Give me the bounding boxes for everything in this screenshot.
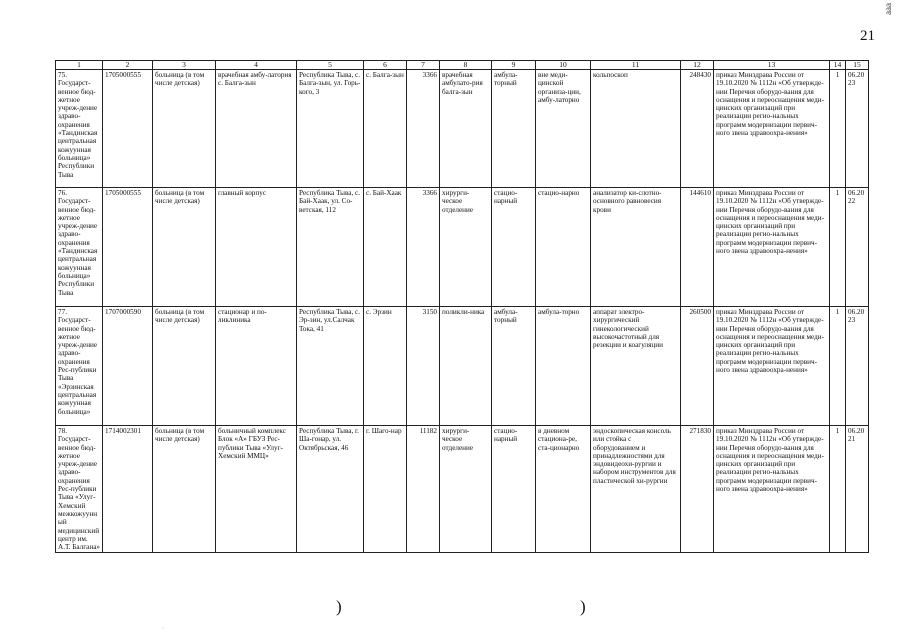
- cell-address: Республика Тыва, г. Ша-гонар, ул. Октябрьская, 46: [297, 426, 364, 553]
- cell-equipment: кольпоскоп: [591, 70, 681, 188]
- cell-unit: врачебная амбу-латория с. Балга-зын: [216, 70, 297, 188]
- cell-price: 144610: [681, 188, 714, 307]
- cell-population: 3150: [407, 307, 440, 426]
- cell-care-condition: в дневном стациона-ре, ста-ционарно: [536, 426, 591, 553]
- cell-date: 06.2023: [846, 70, 869, 188]
- table-row: [56, 70, 869, 188]
- scan-speck: ·: [162, 626, 164, 632]
- col-num-15: 15: [846, 61, 869, 70]
- corner-stamp: ааа: [882, 3, 893, 15]
- col-num-1: 1: [56, 61, 103, 70]
- cell-population: 3366: [407, 70, 440, 188]
- cell-date: 06.2022: [846, 188, 869, 307]
- cell-unit: стационар и по-ликлиника: [216, 307, 297, 426]
- column-number-row: [56, 61, 869, 70]
- cell-care-form: стацио-нарный: [492, 426, 536, 553]
- cell-basis: приказ Минздрава России от 19.10.2020 № 1112н «Об утвержде-нии Перечня оборудо-вания для оснащения и переоснащения меди-цинских организаций при реализации регио-нальных программ модернизации первич-ного звена здравоохра-нения»: [714, 426, 830, 553]
- cell-care-form: амбула-торный: [492, 307, 536, 426]
- table-row: [56, 426, 869, 553]
- cell-address: Республика Тыва, с. Балга-зын, ул. Горь-кого, 3: [297, 70, 364, 188]
- scan-mark-left: ): [336, 597, 342, 616]
- cell-care-form: амбула-торный: [492, 70, 536, 188]
- cell-quantity: 1: [830, 188, 846, 307]
- cell-code: 1714002301: [103, 426, 153, 553]
- cell-type: больница (в том числе детская): [153, 188, 216, 307]
- cell-address: Республика Тыва, с. Бай-Хаак, ул. Со-ветская, 112: [297, 188, 364, 307]
- cell-code: 1707000590: [103, 307, 153, 426]
- cell-address: Республика Тыва, с. Эр-зин, ул.Салчак Тока, 41: [297, 307, 364, 426]
- cell-equipment: эндоскопическая консоль или стойка с оборудованием и принадлежностями для эндовидеохи-рургии и набором инструментов для пластической хи-рургии: [591, 426, 681, 553]
- cell-date: 06.2023: [846, 307, 869, 426]
- cell-locality: с. Бай-Хаак: [364, 188, 407, 307]
- cell-price: 271830: [681, 426, 714, 553]
- cell-type: больница (в том числе детская): [153, 70, 216, 188]
- cell-care-form: стацио-нарный: [492, 188, 536, 307]
- cell-organization: 76. Государст-венное бюд-жетное учреж-дение здраво-охранения «Тандинская центральная кожуунная больница» Республики Тыва: [56, 188, 103, 307]
- col-num-7: 7: [407, 61, 440, 70]
- cell-unit: больничный комплекс Блок «А» ГБУЗ Рес-публики Тыва «Улуг-Хемский ММЦ»: [216, 426, 297, 553]
- cell-population: 11182: [407, 426, 440, 553]
- cell-care-condition: амбула-торно: [536, 307, 591, 426]
- cell-price: 248430: [681, 70, 714, 188]
- table-row: [56, 188, 869, 307]
- cell-department: поликли-ника: [440, 307, 492, 426]
- cell-basis: приказ Минздрава России от 19.10.2020 № 1112н «Об утвержде-нии Перечня оборудо-вания для оснащения и переоснащения меди-цинских организаций при реализации регио-нальных программ модернизации первич-ного звена здравоохра-нения»: [714, 188, 830, 307]
- cell-care-condition: вне меди-цинской организа-ции, амбу-латорно: [536, 70, 591, 188]
- cell-department: хирурги-ческое отделение: [440, 426, 492, 553]
- cell-price: 260500: [681, 307, 714, 426]
- col-num-2: 2: [103, 61, 153, 70]
- cell-organization: 78. Государст-венное бюд-жетное учреж-дение здраво-охранения Рес-публики Тыва «Улуг-Хемский межкожуунный медицинский центр им. А.Т. Балгана»: [56, 426, 103, 553]
- cell-basis: приказ Минздрава России от 19.10.2020 № 1112н «Об утвержде-нии Перечня оборудо-вания для оснащения и переоснащения меди-цинских организаций при реализации регио-нальных программ модернизации первич-ного звена здравоохра-нения»: [714, 70, 830, 188]
- col-num-12: 12: [681, 61, 714, 70]
- cell-organization: 77. Государст-венное бюд-жетное учреж-дение здраво-охранения Рес-публики Тыва «Эрзинская центральная кожуунная больница»: [56, 307, 103, 426]
- cell-population: 3366: [407, 188, 440, 307]
- table-row: [56, 307, 869, 426]
- cell-locality: г. Шаго-нар: [364, 426, 407, 553]
- cell-type: больница (в том числе детская): [153, 426, 216, 553]
- cell-unit: главный корпус: [216, 188, 297, 307]
- page-number: 21: [860, 28, 875, 44]
- col-num-9: 9: [492, 61, 536, 70]
- cell-date: 06.2021: [846, 426, 869, 553]
- cell-quantity: 1: [830, 426, 846, 553]
- cell-type: больница (в том числе детская): [153, 307, 216, 426]
- col-num-11: 11: [591, 61, 681, 70]
- cell-locality: с. Балга-зын: [364, 70, 407, 188]
- cell-quantity: 1: [830, 307, 846, 426]
- col-num-10: 10: [536, 61, 591, 70]
- col-num-8: 8: [440, 61, 492, 70]
- cell-care-condition: стациo-нарно: [536, 188, 591, 307]
- cell-basis: приказ Минздрава России от 19.10.2020 № 1112н «Об утвержде-нии Перечня оборудо-вания для оснащения и переоснащения меди-цинских организаций при реализации регио-нальных программ модернизации первич-ного звена здравоохра-нения»: [714, 307, 830, 426]
- cell-code: 1705000555: [103, 70, 153, 188]
- cell-locality: с. Эрзин: [364, 307, 407, 426]
- col-num-14: 14: [830, 61, 846, 70]
- col-num-6: 6: [364, 61, 407, 70]
- cell-quantity: 1: [830, 70, 846, 188]
- cell-equipment: анализатор ки-слотно-основного равновесия крови: [591, 188, 681, 307]
- col-num-13: 13: [714, 61, 830, 70]
- cell-department: врачебная амбулато-рия балга-зын: [440, 70, 492, 188]
- cell-organization: 75. Государст-венное бюд-жетное учреж-дение здраво-охранения «Тандинская центральная кожуунная больница» Республики Тыва: [56, 70, 103, 188]
- cell-equipment: аппарат электро-хирургический гинекологический высокочастотный для резекции и коагуляции: [591, 307, 681, 426]
- cell-department: хирурги-ческое отделение: [440, 188, 492, 307]
- cell-code: 1705000555: [103, 188, 153, 307]
- scan-mark-right: ): [580, 597, 586, 616]
- equipment-table: [55, 60, 869, 553]
- col-num-4: 4: [216, 61, 297, 70]
- col-num-3: 3: [153, 61, 216, 70]
- col-num-5: 5: [297, 61, 364, 70]
